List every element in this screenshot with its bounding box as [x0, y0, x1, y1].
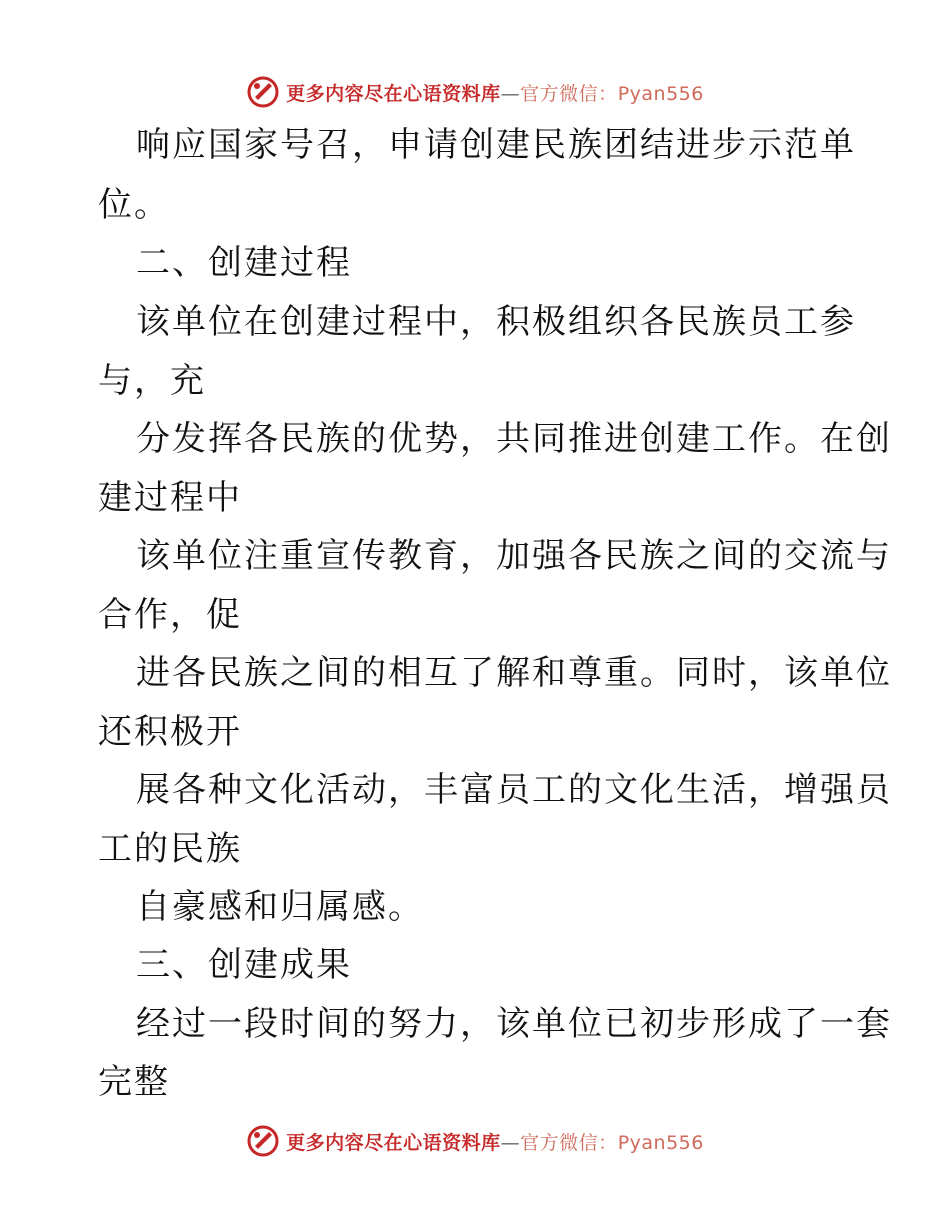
text-line: 工的民族 — [98, 829, 242, 869]
brand-logo-icon — [246, 1124, 280, 1158]
text-line: 还积极开 — [98, 712, 242, 752]
section-heading: 二、创建过程 — [136, 243, 352, 283]
header-dash: — — [500, 82, 521, 105]
text-line: 合作，促 — [98, 595, 242, 635]
footer-banner — [0, 1121, 950, 1161]
header-wechat-label: 官方微信： — [520, 82, 618, 105]
header-banner-text — [286, 79, 704, 106]
text-line: 位。 — [98, 185, 170, 225]
text-line: 分发挥各民族的优势，共同推进创建工作。在创 — [136, 419, 892, 459]
text-line: 与，充 — [98, 361, 206, 401]
text-line: 展各种文化活动，丰富员工的文化生活，增强员 — [136, 770, 892, 810]
text-line: 该单位注重宣传教育，加强各民族之间的交流与 — [136, 536, 892, 576]
text-line: 进各民族之间的相互了解和尊重。同时，该单位 — [136, 653, 892, 693]
text-line: 经过一段时间的努力，该单位已初步形成了一套 — [136, 1004, 892, 1044]
text-line: 建过程中 — [98, 478, 242, 518]
text-line: 响应国家号召，申请创建民族团结进步示范单 — [136, 125, 856, 165]
section-heading: 三、创建成果 — [136, 945, 352, 985]
text-line: 完整 — [98, 1062, 170, 1102]
footer-brand: 更多内容尽在心语资料库 — [286, 1131, 501, 1154]
footer-wechat-id: Pyan556 — [617, 1131, 704, 1154]
text-line: 自豪感和归属感。 — [136, 887, 424, 927]
footer-dash: — — [500, 1131, 521, 1154]
brand-logo-icon — [246, 75, 280, 109]
header-banner — [0, 72, 950, 112]
header-brand: 更多内容尽在心语资料库 — [286, 82, 501, 105]
text-line: 该单位在创建过程中，积极组织各民族员工参 — [136, 302, 856, 342]
footer-wechat-label: 官方微信： — [520, 1131, 618, 1154]
header-wechat-id: Pyan556 — [617, 82, 704, 105]
footer-banner-text — [286, 1128, 704, 1155]
